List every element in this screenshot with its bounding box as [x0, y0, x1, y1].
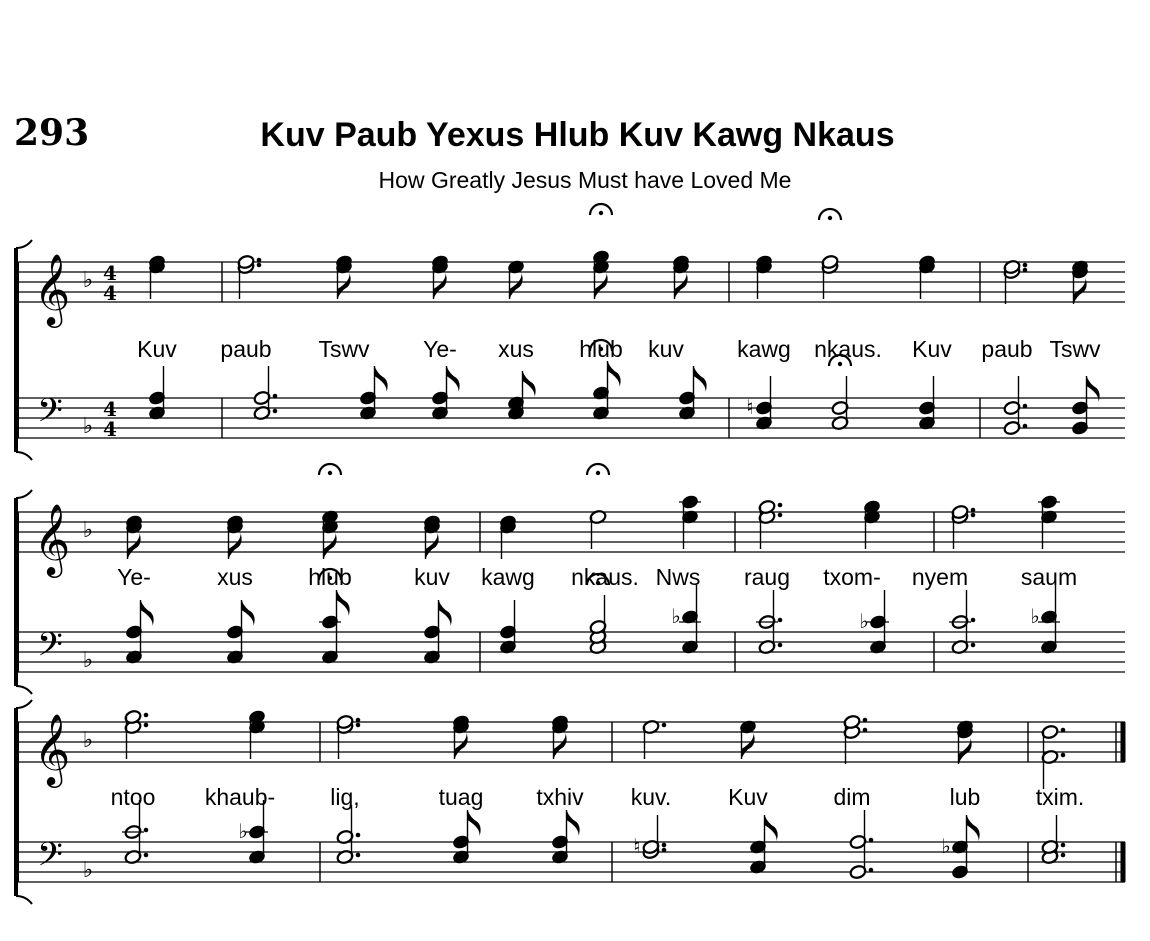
dot [662, 723, 667, 728]
dot [662, 848, 667, 853]
lyric-syllable: kuv [414, 564, 450, 590]
treble-clef-icon: 𝄞 [33, 712, 71, 785]
lyric-syllable: lig, [330, 784, 360, 810]
note-flag [608, 361, 621, 387]
note-flag [338, 273, 351, 299]
lyric-syllable: txom- [823, 564, 881, 590]
hymn-subtitle: How Greatly Jesus Must have Loved Me [378, 167, 792, 193]
flat-accidental: ♭ [941, 834, 951, 858]
dot [1061, 853, 1066, 858]
note-flag [447, 366, 460, 392]
key-signature-flat: ♭ [82, 414, 94, 439]
note-flag [967, 815, 980, 841]
flat-accidental: ♭ [859, 609, 869, 633]
dot [144, 828, 149, 833]
natural-accidental: ♮ [633, 834, 641, 858]
dot [273, 394, 278, 399]
treble-clef-icon: 𝄞 [33, 502, 71, 575]
note-flag [765, 815, 778, 841]
dot [356, 853, 361, 858]
dot [1023, 424, 1028, 429]
fermata-dot [599, 211, 603, 215]
dot [778, 513, 783, 518]
dot [1061, 843, 1066, 848]
bass-clef-icon: 𝄢 [37, 626, 63, 672]
lyric-syllable: Tswv [318, 336, 370, 362]
dot [778, 618, 783, 623]
lyric-syllable: Ye- [423, 336, 457, 362]
note-flag [128, 533, 141, 559]
dot [1061, 728, 1066, 733]
lyric-syllable: khaub- [204, 784, 276, 810]
note-flag [324, 533, 337, 559]
lyric-syllable: Ye- [117, 564, 151, 590]
dot [863, 728, 868, 733]
lyric-syllable: txhiv [536, 784, 584, 810]
dot [971, 508, 976, 513]
dot [869, 868, 874, 873]
note-flag [468, 810, 481, 836]
lyric-syllable: Kuv [137, 336, 177, 362]
lyric-syllable: lub [949, 784, 981, 810]
lyric-syllable: kuv. [630, 784, 672, 810]
note-flag [455, 733, 468, 759]
dot [144, 723, 149, 728]
dot [662, 843, 667, 848]
flat-accidental: ♭ [238, 819, 248, 843]
time-signature-top: 4 [103, 397, 117, 421]
time-signature-bottom: 4 [103, 281, 117, 305]
lyric-syllable: Kuv [728, 784, 768, 810]
lyric-syllable: Tswv [1049, 336, 1101, 362]
note-flag [439, 600, 452, 626]
lyric-syllable: txim. [1035, 784, 1085, 810]
fermata-dot [828, 216, 832, 220]
lyric-syllable: kawg [481, 564, 535, 590]
bass-clef-icon: 𝄢 [37, 836, 63, 882]
note-flag [510, 273, 523, 299]
note-flag [523, 371, 536, 397]
note-flag [337, 590, 350, 616]
lyric-syllable: raug [743, 564, 791, 590]
dot [257, 258, 262, 263]
dot [778, 503, 783, 508]
bracket-bottom [16, 896, 32, 904]
dot [1023, 268, 1028, 273]
fermata-dot [838, 362, 842, 366]
key-signature-flat: ♭ [82, 858, 94, 883]
dot [869, 838, 874, 843]
time-signature-top: 4 [103, 261, 117, 285]
bracket-top [16, 240, 32, 248]
note-flag [434, 273, 447, 299]
lyric-syllable: paub [981, 336, 1033, 362]
note-flag [375, 366, 388, 392]
hymn-title: Kuv Paub Yexus Hlub Kuv Kawg Nkaus [260, 116, 895, 154]
fermata-dot [328, 471, 332, 475]
bracket-top [16, 700, 32, 708]
dot [273, 409, 278, 414]
time-signature-bottom: 4 [103, 417, 117, 441]
key-signature-flat: ♭ [82, 518, 94, 543]
lyric-syllable: tuag [438, 784, 484, 810]
dot [863, 718, 868, 723]
dot [1023, 404, 1028, 409]
lyric-syllable: xus [217, 564, 253, 590]
treble-clef-icon: 𝄞 [33, 252, 71, 325]
dot [144, 713, 149, 718]
dot [1061, 753, 1066, 758]
note-flag [595, 273, 608, 299]
bass-clef-icon: 𝄢 [37, 392, 63, 438]
flat-accidental: ♭ [671, 604, 681, 628]
note-flag [229, 533, 242, 559]
key-signature-flat: ♭ [82, 268, 94, 293]
dot [356, 723, 361, 728]
lyric-syllable: dim [833, 784, 871, 810]
dot [971, 618, 976, 623]
dot [1023, 263, 1028, 268]
note-flag [742, 733, 755, 759]
lyric-syllable: nyem [911, 564, 969, 590]
dot [257, 263, 262, 268]
lyric-syllable: kuv [648, 336, 684, 362]
note-flag [242, 600, 255, 626]
dot [971, 643, 976, 648]
key-signature-flat: ♭ [82, 648, 94, 673]
lyric-syllable: xus [498, 336, 534, 362]
hymn-number: 293 [14, 112, 90, 154]
bracket-bottom [16, 686, 32, 694]
dot [356, 718, 361, 723]
note-flag [694, 366, 707, 392]
fermata-dot [596, 471, 600, 475]
key-signature-flat: ♭ [82, 728, 94, 753]
note-flag [567, 810, 580, 836]
bracket-bottom [16, 452, 32, 460]
lyric-syllable: Nws [655, 564, 701, 590]
lyric-syllable: hlub [579, 336, 623, 362]
note-flag [141, 600, 154, 626]
lyric-syllable: hlub [308, 564, 352, 590]
lyric-syllable: ntoo [110, 784, 156, 810]
lyric-syllable: nkaus. [814, 336, 882, 362]
lyric-syllable: kawg [737, 336, 791, 362]
natural-accidental: ♮ [746, 395, 754, 419]
dot [356, 833, 361, 838]
bracket-top [16, 490, 32, 498]
lyric-syllable: Kuv [912, 336, 952, 362]
lyric-syllable: paub [220, 336, 272, 362]
note-flag [426, 533, 439, 559]
lyric-syllable: nkaus. [571, 564, 639, 590]
lyric-syllable: saum [1020, 564, 1078, 590]
dot [778, 643, 783, 648]
dot [971, 513, 976, 518]
note-flag [554, 733, 567, 759]
flat-accidental: ♭ [1030, 604, 1040, 628]
note-flag [675, 273, 688, 299]
dot [144, 853, 149, 858]
